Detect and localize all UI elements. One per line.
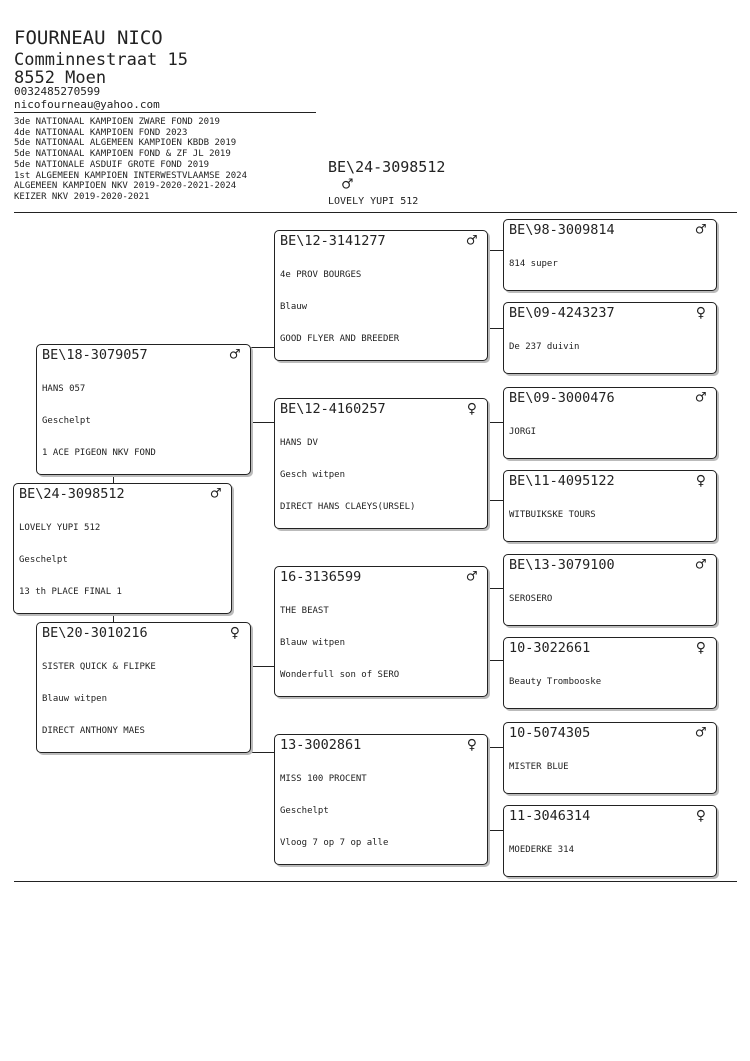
connector-line	[487, 500, 504, 501]
connector-line	[487, 250, 504, 251]
pigeon-card-grandfather-paternal[interactable]	[274, 230, 488, 361]
owner-name: FOURNEAU NICO	[14, 27, 163, 49]
subject-name: LOVELY YUPI 512	[328, 196, 419, 207]
detail-line: Wonderfull son of SERO	[280, 669, 400, 680]
ring-number: 10-3022661	[509, 640, 591, 656]
ring-number: BE\12-3141277	[280, 233, 386, 249]
championship-titles	[14, 117, 247, 203]
ring-number: 13-3002861	[280, 737, 362, 753]
detail-line: JORGI	[509, 427, 537, 438]
ring-number: BE\98-3009814	[509, 222, 615, 238]
pigeon-details	[509, 741, 711, 794]
title-line: 5de NATIONALE ASDUIF GROTE FOND 2019	[14, 159, 210, 170]
pigeon-details	[280, 585, 482, 697]
detail-line: HANS DV	[280, 438, 318, 449]
ring-number: 10-5074305	[509, 725, 591, 741]
detail-line: GOOD FLYER AND BREEDER	[280, 333, 400, 344]
male-symbol-icon: ♂	[695, 388, 706, 408]
pigeon-details	[509, 238, 711, 291]
pigeon-card-great-grandparent[interactable]	[503, 387, 717, 459]
female-symbol-icon: ♀	[466, 735, 477, 755]
male-symbol-icon: ♂	[210, 484, 221, 504]
ring-number: 11-3046314	[509, 808, 591, 824]
pigeon-card-grandmother-maternal[interactable]	[274, 734, 488, 865]
pigeon-details	[42, 641, 245, 753]
ring-number: BE\13-3079100	[509, 557, 615, 573]
ring-number: BE\11-4095122	[509, 473, 615, 489]
male-symbol-icon: ♂	[695, 555, 706, 575]
pigeon-details	[280, 249, 482, 361]
connector-line	[487, 588, 504, 589]
detail-line: DIRECT HANS CLAEYS(URSEL)	[280, 501, 416, 512]
pigeon-details	[509, 573, 711, 626]
pigeon-card-main[interactable]	[13, 483, 232, 614]
detail-line: 1 ACE PIGEON NKV FOND	[42, 447, 156, 458]
detail-line: LOVELY YUPI 512	[19, 523, 101, 534]
connector-line	[250, 347, 275, 348]
pigeon-details	[509, 321, 711, 374]
ring-number: BE\20-3010216	[42, 625, 148, 641]
pigeon-details	[509, 406, 711, 459]
male-symbol-icon: ♂	[466, 231, 477, 251]
detail-line: WITBUIKSKE TOURS	[509, 510, 596, 521]
detail-line: SEROSERO	[509, 594, 553, 605]
detail-line: Beauty Trombooske	[509, 677, 602, 688]
pigeon-card-great-grandparent[interactable]	[503, 302, 717, 374]
owner-phone: 0032485270599	[14, 85, 101, 98]
pigeon-details	[509, 824, 711, 877]
detail-line: Blauw witpen	[42, 693, 108, 704]
bottom-rule	[14, 881, 737, 882]
detail-line: 4e PROV BOURGES	[280, 270, 362, 281]
title-line: 5de NATIONAAL ALGEMEEN KAMPIOEN KBDB 2019	[14, 138, 237, 149]
top-rule	[14, 212, 737, 213]
female-symbol-icon: ♀	[695, 303, 706, 323]
detail-line: De 237 duivin	[509, 342, 580, 353]
detail-line: DIRECT ANTHONY MAES	[42, 725, 145, 736]
title-line: 3de NATIONAAL KAMPIOEN ZWARE FOND 2019	[14, 117, 220, 127]
connector-line	[487, 422, 504, 423]
title-line: 1st ALGEMEEN KAMPIOEN INTERWESTVLAAMSE 2024	[14, 170, 247, 181]
connector-line	[487, 830, 504, 831]
male-symbol-icon: ♂	[695, 723, 706, 743]
detail-line: Gesch witpen	[280, 469, 346, 480]
ring-number: BE\24-3098512	[19, 486, 125, 502]
detail-line: Geschelpt	[19, 554, 68, 565]
female-symbol-icon: ♀	[695, 638, 706, 658]
pigeon-card-great-grandparent[interactable]	[503, 805, 717, 877]
title-line: KEIZER NKV 2019-2020-2021	[14, 191, 150, 202]
detail-line: Vloog 7 op 7 op alle	[280, 837, 389, 848]
ring-number: BE\18-3079057	[42, 347, 148, 363]
pigeon-details	[19, 502, 226, 614]
detail-line: 814 super	[509, 259, 558, 270]
pigeon-card-grandmother-paternal[interactable]	[274, 398, 488, 529]
subject-ring-number: BE\24-3098512	[328, 158, 446, 176]
pigeon-details	[509, 489, 711, 542]
pigeon-card-father[interactable]	[36, 344, 251, 475]
ring-number: 16-3136599	[280, 569, 362, 585]
pigeon-card-great-grandparent[interactable]	[503, 470, 717, 542]
pigeon-card-grandfather-maternal[interactable]	[274, 566, 488, 697]
owner-street: Comminnestraat 15	[14, 50, 188, 70]
detail-line: MISTER BLUE	[509, 762, 569, 773]
title-line: 5de NATIONAAL KAMPIOEN FOND & ZF JL 2019	[14, 149, 231, 160]
title-line: ALGEMEEN KAMPIOEN NKV 2019-2020-2021-2024	[14, 181, 237, 192]
male-symbol-icon: ♂	[695, 220, 706, 240]
pigeon-card-great-grandparent[interactable]	[503, 637, 717, 709]
female-symbol-icon: ♀	[695, 471, 706, 491]
owner-email: nicofourneau@yahoo.com	[14, 98, 160, 111]
detail-line: THE BEAST	[280, 606, 329, 617]
pigeon-details	[42, 363, 245, 475]
detail-line: Geschelpt	[280, 805, 329, 816]
pigeon-card-great-grandparent[interactable]	[503, 219, 717, 291]
detail-line: Geschelpt	[42, 415, 91, 426]
male-symbol-icon: ♂	[342, 174, 353, 195]
pigeon-details	[509, 656, 711, 709]
detail-line: MOEDERKE 314	[509, 845, 575, 856]
detail-line: MISS 100 PROCENT	[280, 774, 367, 785]
detail-line: SISTER QUICK & FLIPKE	[42, 662, 156, 673]
detail-line: Blauw witpen	[280, 637, 346, 648]
connector-line	[487, 328, 504, 329]
male-symbol-icon: ♂	[466, 567, 477, 587]
ring-number: BE\09-3000476	[509, 390, 615, 406]
pigeon-card-mother[interactable]	[36, 622, 251, 753]
female-symbol-icon: ♀	[229, 623, 240, 643]
ring-number: BE\09-4243237	[509, 305, 615, 321]
detail-line: Blauw	[280, 301, 308, 312]
ring-number: BE\12-4160257	[280, 401, 386, 417]
connector-line	[250, 666, 275, 667]
connector-line	[250, 422, 275, 423]
pigeon-card-great-grandparent[interactable]	[503, 722, 717, 794]
detail-line: 13 th PLACE FINAL 1	[19, 586, 122, 597]
owner-city: 8552 Moen	[14, 68, 107, 88]
pigeon-details	[280, 753, 482, 865]
connector-line	[250, 752, 275, 753]
male-symbol-icon: ♂	[229, 345, 240, 365]
detail-line: HANS 057	[42, 384, 86, 395]
connector-line	[487, 747, 504, 748]
female-symbol-icon: ♀	[695, 806, 706, 826]
connector-line	[487, 660, 504, 661]
pigeon-card-great-grandparent[interactable]	[503, 554, 717, 626]
female-symbol-icon: ♀	[466, 399, 477, 419]
pigeon-details	[280, 417, 482, 529]
title-line: 4de NATIONAAL KAMPIOEN FOND 2023	[14, 127, 188, 138]
header-divider	[14, 112, 316, 113]
